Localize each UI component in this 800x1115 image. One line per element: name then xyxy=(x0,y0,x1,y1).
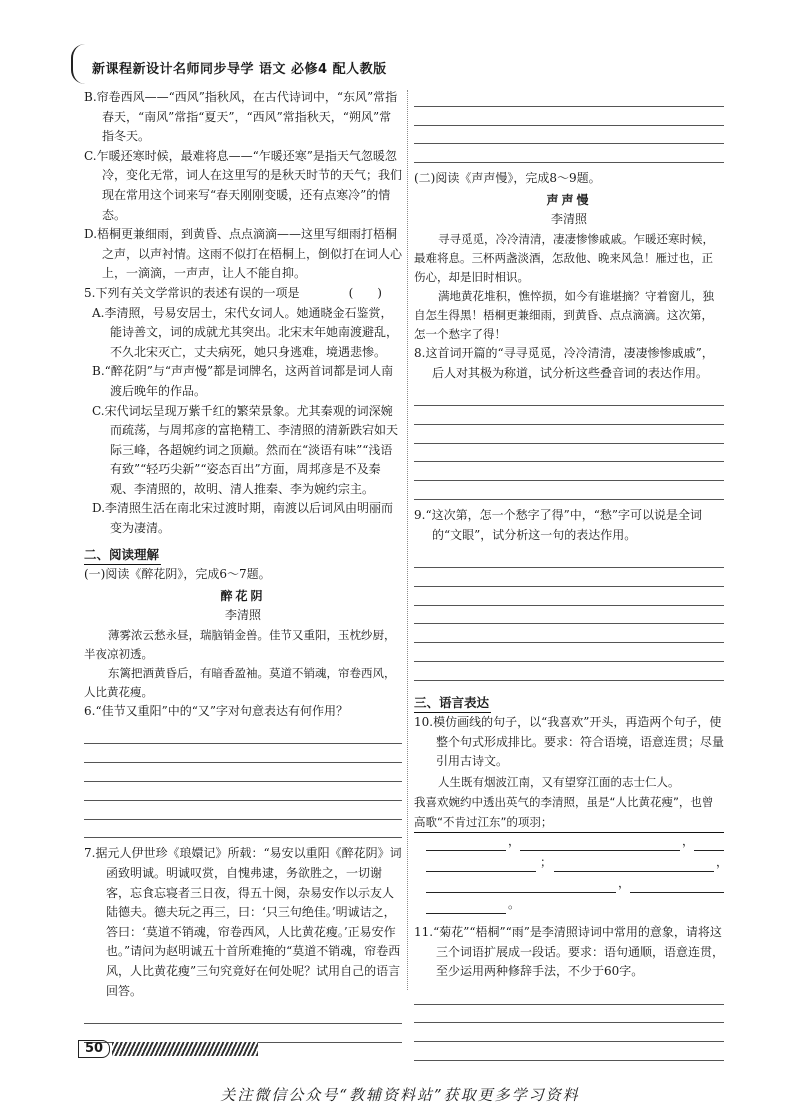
q10-blank-row[interactable]: 。 xyxy=(414,896,724,917)
question-7: 7.据元人伊世珍《琅嬛记》所载：“易安以重阳《醉花阴》词函致明诚。明诚叹赏，自愧弗逮，务欲胜之，一切谢客，忘食忘寝者三日夜，得五十阕，杂易安作以示友人陆德夫。德夫玩之再三，曰：‘只三句绝佳。’明诚诘之，答曰：‘莫道不销魂，帘卷西风，人比黄花瘦。’正易安作也。”请问为赵明诚五十首所难掩的“莫道不销魂，帘卷西风，人比黄花瘦”三句究竟好在何处呢？试用自己的语言回答。 xyxy=(84,846,402,998)
poem-stanza: 寻寻觅觅，冷冷清清，凄凄惨惨戚戚。乍暖还寒时候，最难将息。三杯两盏淡酒，怎敌他、晚来风急！雁过也，正伤心，却是旧时相识。 xyxy=(414,231,714,284)
question-10: 10.模仿画线的句子，以“我喜欢”开头，再造两个句子，使整个句式形成排比。要求：符合语境，语意连贯；尽量引用古诗文。 xyxy=(414,715,725,769)
q10-context: 人生既有烟波江南，又有望穿江面的志士仁人。 xyxy=(438,775,680,790)
section-reading: 二、阅读理解 xyxy=(84,545,161,566)
poem-stanza: 东篱把酒黄昏后，有暗香盈袖。莫道不销魂，帘卷西风，人比黄花瘦。 xyxy=(84,666,396,700)
footer-note: 关注微信公众号“教辅资料站”获取更多学习资料 xyxy=(220,1086,580,1104)
option-d: D.梧桐更兼细雨，到黄昏、点点滴滴——这里写细雨打梧桐之声，以声衬情。这雨不似打在梧桐上，倒似打在词人心上，一滴滴，一声声，让人不能自抑。 xyxy=(84,227,403,281)
answer-lines-q8[interactable] xyxy=(414,387,724,500)
right-column xyxy=(414,88,729,1067)
poem-stanza: 薄雾浓云愁永昼，瑞脑销金兽。佳节又重阳，玉枕纱厨，半夜凉初透。 xyxy=(84,628,396,662)
answer-lines-q6[interactable] xyxy=(84,726,402,839)
answer-lines-q7[interactable] xyxy=(84,1005,402,1043)
q5-option-b: B.“醉花阴”与“声声慢”都是词牌名，这两首词都是词人南渡后晚年的作品。 xyxy=(92,364,394,398)
answer-lines-q7-cont[interactable] xyxy=(414,88,724,163)
left-column xyxy=(84,88,402,1049)
poem-title-shengshengman: 声声慢 xyxy=(546,192,592,207)
header-brace xyxy=(71,44,87,84)
q5-option-a: A.李清照，号易安居士，宋代女词人。她通晓金石鉴赏，能诗善文，词的成就尤其突出。北宋末年她南渡避乱，不久北宋灭亡，丈夫病死，她只身逃难，境遇悲惨。 xyxy=(92,305,399,359)
q10-model-sentence: 我喜欢婉约中透出英气的李清照，虽是“人比黄花瘦”，也曾高歌“不肯过江东”的项羽； xyxy=(414,792,724,833)
poem-author: 李清照 xyxy=(550,212,587,227)
reading-intro-2: (二)阅读《声声慢》，完成8～9题。 xyxy=(414,171,601,186)
page-number: 50 xyxy=(78,1040,110,1058)
q10-blank-row[interactable]: ， xyxy=(414,875,724,896)
q5-option-c: C.宋代词坛呈现万紫千红的繁荣景象。尤其秦观的词深婉而疏荡，与周邦彦的富艳精工、李清照的清新跌宕如天际三峰，各超婉约词之顶巅。然而在“淡语有味”“浅语有致”“轻巧尖新”“姿态百出”方面，周邦彦是不及秦观、李清照的，故明、清人推秦、李为婉约宗主。 xyxy=(92,403,399,496)
question-11: 11.“菊花”“梧桐”“雨”是李清照诗词中常用的意象，请将这三个词语扩展成一段话。要求：语句通顺，语意连贯，至少运用两种修辞手法，不少于60字。 xyxy=(414,925,725,979)
option-c: C.乍暖还寒时候，最难将息——“乍暖还寒”是指天气忽暖忽冷，变化无常，词人在这里写的是秋天时节的天气；我们现在常用这个词来写“春天刚刚变暖，还有点寒冷”的情态。 xyxy=(84,148,403,222)
header-title: 新课程新设计名师同步导学 语文 必修4 配人教版 xyxy=(92,62,387,77)
question-8: 8.这首词开篇的“寻寻觅觅，冷冷清清，凄凄惨惨戚戚”，后人对其极为称道，试分析这些叠音词的表达作用。 xyxy=(414,345,714,380)
question-6: 6.“佳节又重阳”中的“又”字对句意表达有何作用？ xyxy=(84,704,348,719)
answer-paren[interactable]: ( ) xyxy=(348,285,382,300)
answer-lines-q9[interactable] xyxy=(414,549,724,681)
q5-option-d: D.李清照生活在南北宋过渡时期，南渡以后词风由明丽而变为凄清。 xyxy=(92,501,394,536)
section-language: 三、语言表达 xyxy=(414,693,491,714)
q10-blank-row[interactable]: ； ， xyxy=(414,854,724,875)
column-divider xyxy=(407,90,408,990)
poem-author: 李清照 xyxy=(224,608,261,623)
reading-intro-1: (一)阅读《醉花阴》，完成6～7题。 xyxy=(84,567,271,582)
option-b: B.帘卷西风——“西风”指秋风，在古代诗词中，“东风”常指春天，“南风”常指“夏天”，“西风”常指秋天，“朔风”常指冬天。 xyxy=(84,90,398,144)
poem-stanza: 满地黄花堆积，憔悴损，如今有谁堪摘？守着窗儿，独自怎生得黑！梧桐更兼细雨，到黄昏、点点滴滴。这次第，怎一个愁字了得！ xyxy=(414,288,714,341)
question-5-stem: 5.下列有关文学常识的表述有误的一项是 ( ) xyxy=(84,284,402,304)
page-number-hatch xyxy=(112,1042,258,1056)
poem-title-zuihuayin: 醉花阴 xyxy=(220,588,266,603)
question-9: 9.“这次第，怎一个愁字了得”中，“愁”字可以说是全词的“文眼”，试分析这一句的表达作用。 xyxy=(414,507,702,542)
answer-lines-q11[interactable] xyxy=(414,986,724,1061)
q10-blank-row[interactable]: ， ， xyxy=(414,833,724,854)
